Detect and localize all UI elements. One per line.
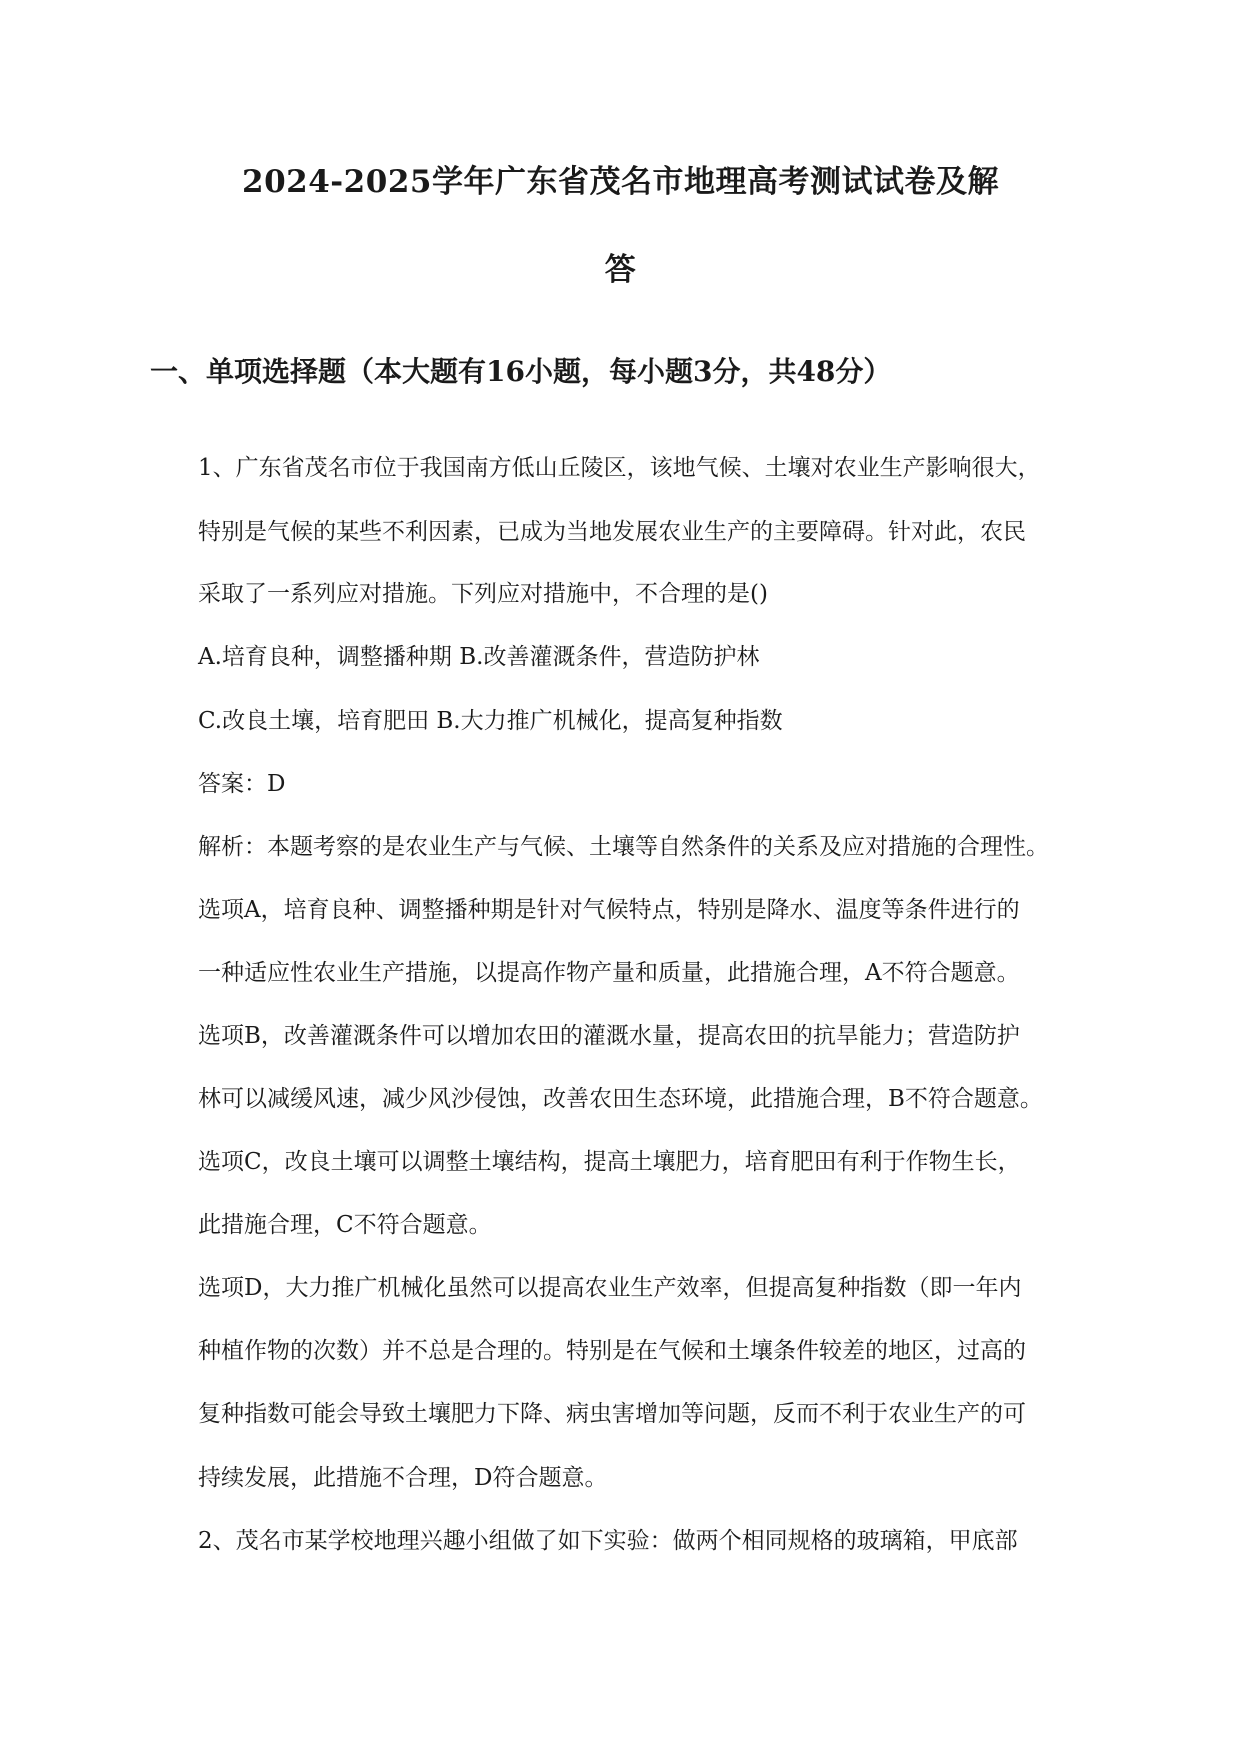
section-heading: 一、单项选择题（本大题有16小题，每小题3分，共48分） [150, 355, 892, 388]
question-1-stem-line-2: 特别是气候的某些不利因素，已成为当地发展农业生产的主要障碍。针对此，农民 [198, 519, 1026, 545]
analysis-line-6: 选项C，改良土壤可以调整土壤结构，提高土壤肥力，培育肥田有利于作物生长， [198, 1149, 1021, 1175]
analysis-line-4: 选项B，改善灌溉条件可以增加农田的灌溉水量，提高农田的抗旱能力；营造防护 [198, 1023, 1020, 1049]
analysis-line-1: 解析：本题考察的是农业生产与气候、土壤等自然条件的关系及应对措施的合理性。 [198, 834, 1049, 860]
analysis-line-11: 持续发展，此措施不合理，D符合题意。 [198, 1465, 608, 1491]
question-1-stem-line-1: 1、广东省茂名市位于我国南方低山丘陵区，该地气候、土壤对农业生产影响很大， [198, 455, 1041, 481]
question-1-stem-line-3: 采取了一系列应对措施。下列应对措施中，不合理的是() [198, 581, 768, 607]
analysis-line-7: 此措施合理，C不符合题意。 [198, 1212, 492, 1238]
question-2-stem-line-1: 2、茂名市某学校地理兴趣小组做了如下实验：做两个相同规格的玻璃箱，甲底部 [198, 1528, 1018, 1554]
question-1-options-line-2: C.改良土壤，培育肥田 B.大力推广机械化，提高复种指数 [198, 708, 783, 734]
analysis-line-10: 复种指数可能会导致土壤肥力下降、病虫害增加等问题，反而不利于农业生产的可 [198, 1401, 1026, 1427]
analysis-line-8: 选项D，大力推广机械化虽然可以提高农业生产效率，但提高复种指数（即一年内 [198, 1275, 1022, 1301]
analysis-line-5: 林可以减缓风速，减少风沙侵蚀，改善农田生态环境，此措施合理，B不符合题意。 [198, 1086, 1043, 1112]
document-title-line-2: 答 [604, 252, 637, 288]
document-title-line-1: 2024-2025学年广东省茂名市地理高考测试试卷及解 [242, 164, 999, 200]
question-1-answer: 答案：D [198, 771, 286, 797]
analysis-line-9: 种植作物的次数）并不总是合理的。特别是在气候和土壤条件较差的地区，过高的 [198, 1338, 1026, 1364]
question-1-options-line-1: A.培育良种，调整播种期 B.改善灌溉条件，营造防护林 [198, 644, 760, 670]
analysis-line-3: 一种适应性农业生产措施，以提高作物产量和质量，此措施合理，A不符合题意。 [198, 960, 1020, 986]
analysis-line-2: 选项A，培育良种、调整播种期是针对气候特点，特别是降水、温度等条件进行的 [198, 897, 1020, 923]
